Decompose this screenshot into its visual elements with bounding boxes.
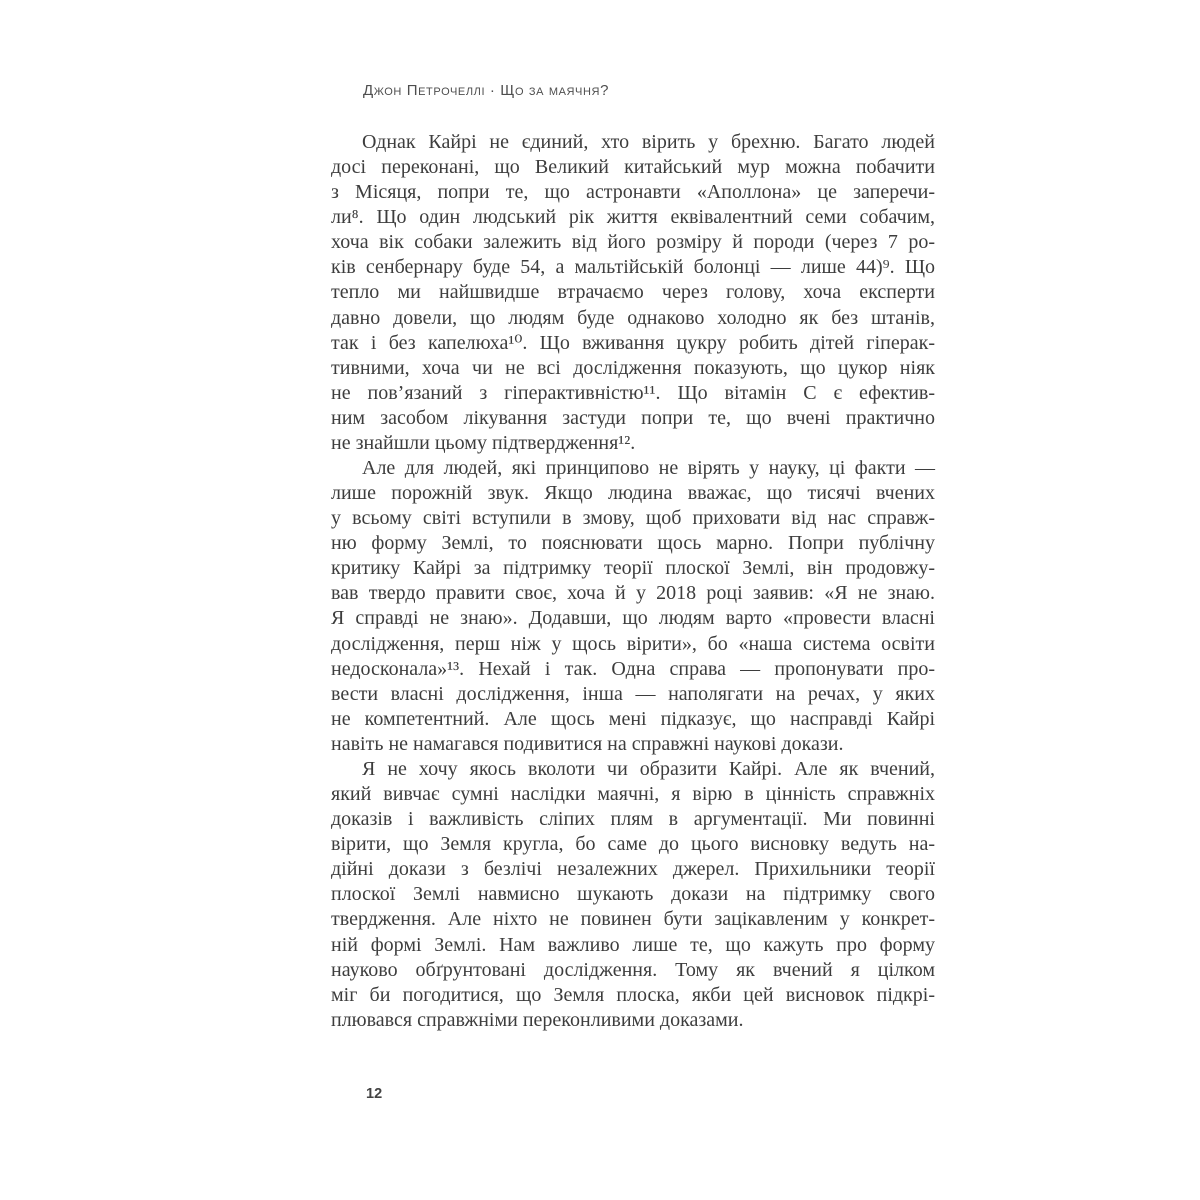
paragraph-2 [331, 456, 935, 757]
text-line: Я не хочу якось вколоти чи образити Кайрі. Але як вчений, [362, 757, 935, 780]
text-line: навіть не намагався подивитися на справжні наукові докази. [331, 732, 844, 755]
text-line: ню форму Землі, то пояснювати щось марно. Попри публічну [331, 532, 935, 555]
text-line: вав твердо правити своє, хоча й у 2018 році заявив: «Я не знаю. [331, 582, 935, 605]
text-line: міг би погодитися, що Земля плоска, якби цей висновок підкрі- [331, 983, 935, 1006]
text-line: Однак Кайрі не єдиний, хто вірить у брехню. Багато людей [362, 131, 935, 153]
text-line: вести власні дослідження, інша — наполягати на речах, у яких [331, 682, 935, 705]
text-line: дійні докази з безлічі незалежних джерел. Прихильники теорії [331, 858, 935, 881]
text-line: не компетентний. Але щось мені підказує, що насправді Кайрі [331, 707, 935, 730]
text-line: недосконала»¹³. Нехай і так. Одна справа — пропонувати про- [331, 657, 935, 680]
text-line: тивними, хоча чи не всі дослідження показують, що цукор ніяк [331, 356, 935, 379]
text-line: ли⁸. Що один людський рік життя еквівалентний семи собачим, [331, 206, 935, 229]
running-header [363, 82, 609, 99]
paragraph-1 [331, 130, 935, 456]
text-line: твердження. Але ніхто не повинен бути зацікавленим у конкрет- [331, 908, 935, 931]
text-line: ній формі Землі. Нам важливо лише те, що кажуть про форму [331, 933, 935, 956]
text-line: Я справді не знаю». Додавши, що людям варто «провести власні [331, 607, 935, 630]
text-line: який вивчає сумні наслідки маячні, я вірю в цінність справжніх [331, 783, 935, 806]
text-line: тепло ми найшвидше втрачаємо через голову, хоча експерти [331, 281, 935, 304]
text-line: ків сенбернару буде 54, а мальтійській болонці — лише 44)⁹. Що [331, 256, 935, 279]
paragraph-3 [331, 757, 935, 1033]
text-line: досі переконані, що Великий китайський мур можна побачити [331, 156, 935, 179]
page-number: 12 [366, 1086, 383, 1102]
text-line: вірити, що Земля кругла, бо саме до цього висновку ведуть на- [331, 833, 935, 856]
text-line: Але для людей, які принципово не вірять у науку, ці факти — [362, 457, 935, 480]
text-line: науково обґрунтовані дослідження. Тому як вчений я цілком [331, 958, 935, 981]
text-line: лише порожній звук. Якщо людина вважає, що тисячі вчених [331, 482, 935, 505]
text-line: критику Кайрі за підтримку теорії плоскої Землі, він продовжу- [331, 557, 935, 580]
text-line: плоскої Землі навмисно шукають докази на підтримку свого [331, 883, 935, 906]
text-line: дослідження, перш ніж у щось вірити», бо «наша система освіти [331, 632, 935, 655]
text-line: давно довели, що людям буде однаково холодно як без штанів, [331, 306, 935, 329]
text-line: не пов’язаний з гіперактивністю¹¹. Що вітамін С є ефектив- [331, 381, 935, 404]
text-line: у всьому світі вступили в змову, щоб приховати від нас справж- [331, 507, 935, 530]
text-line: так і без капелюха¹⁰. Що вживання цукру робить дітей гіперак- [331, 331, 935, 354]
text-line: хоча вік собаки залежить від його розміру й породи (через 7 ро- [331, 231, 935, 254]
text-line: ним засобом лікування застуди попри те, що вчені практично [331, 406, 935, 429]
text-line: доказів і важливість сліпих плям в аргументації. Ми повинні [331, 808, 935, 831]
page-body-text [331, 130, 935, 1033]
running-header-text: Джон Петрочеллі · Що за маячня? [363, 82, 610, 99]
text-line: плювався справжніми переконливими доказами. [331, 1008, 744, 1031]
text-line: не знайшли цьому підтвердження¹². [331, 431, 636, 454]
text-line: з Місяця, попри те, що астронавти «Аполлона» це заперечи- [331, 181, 935, 204]
